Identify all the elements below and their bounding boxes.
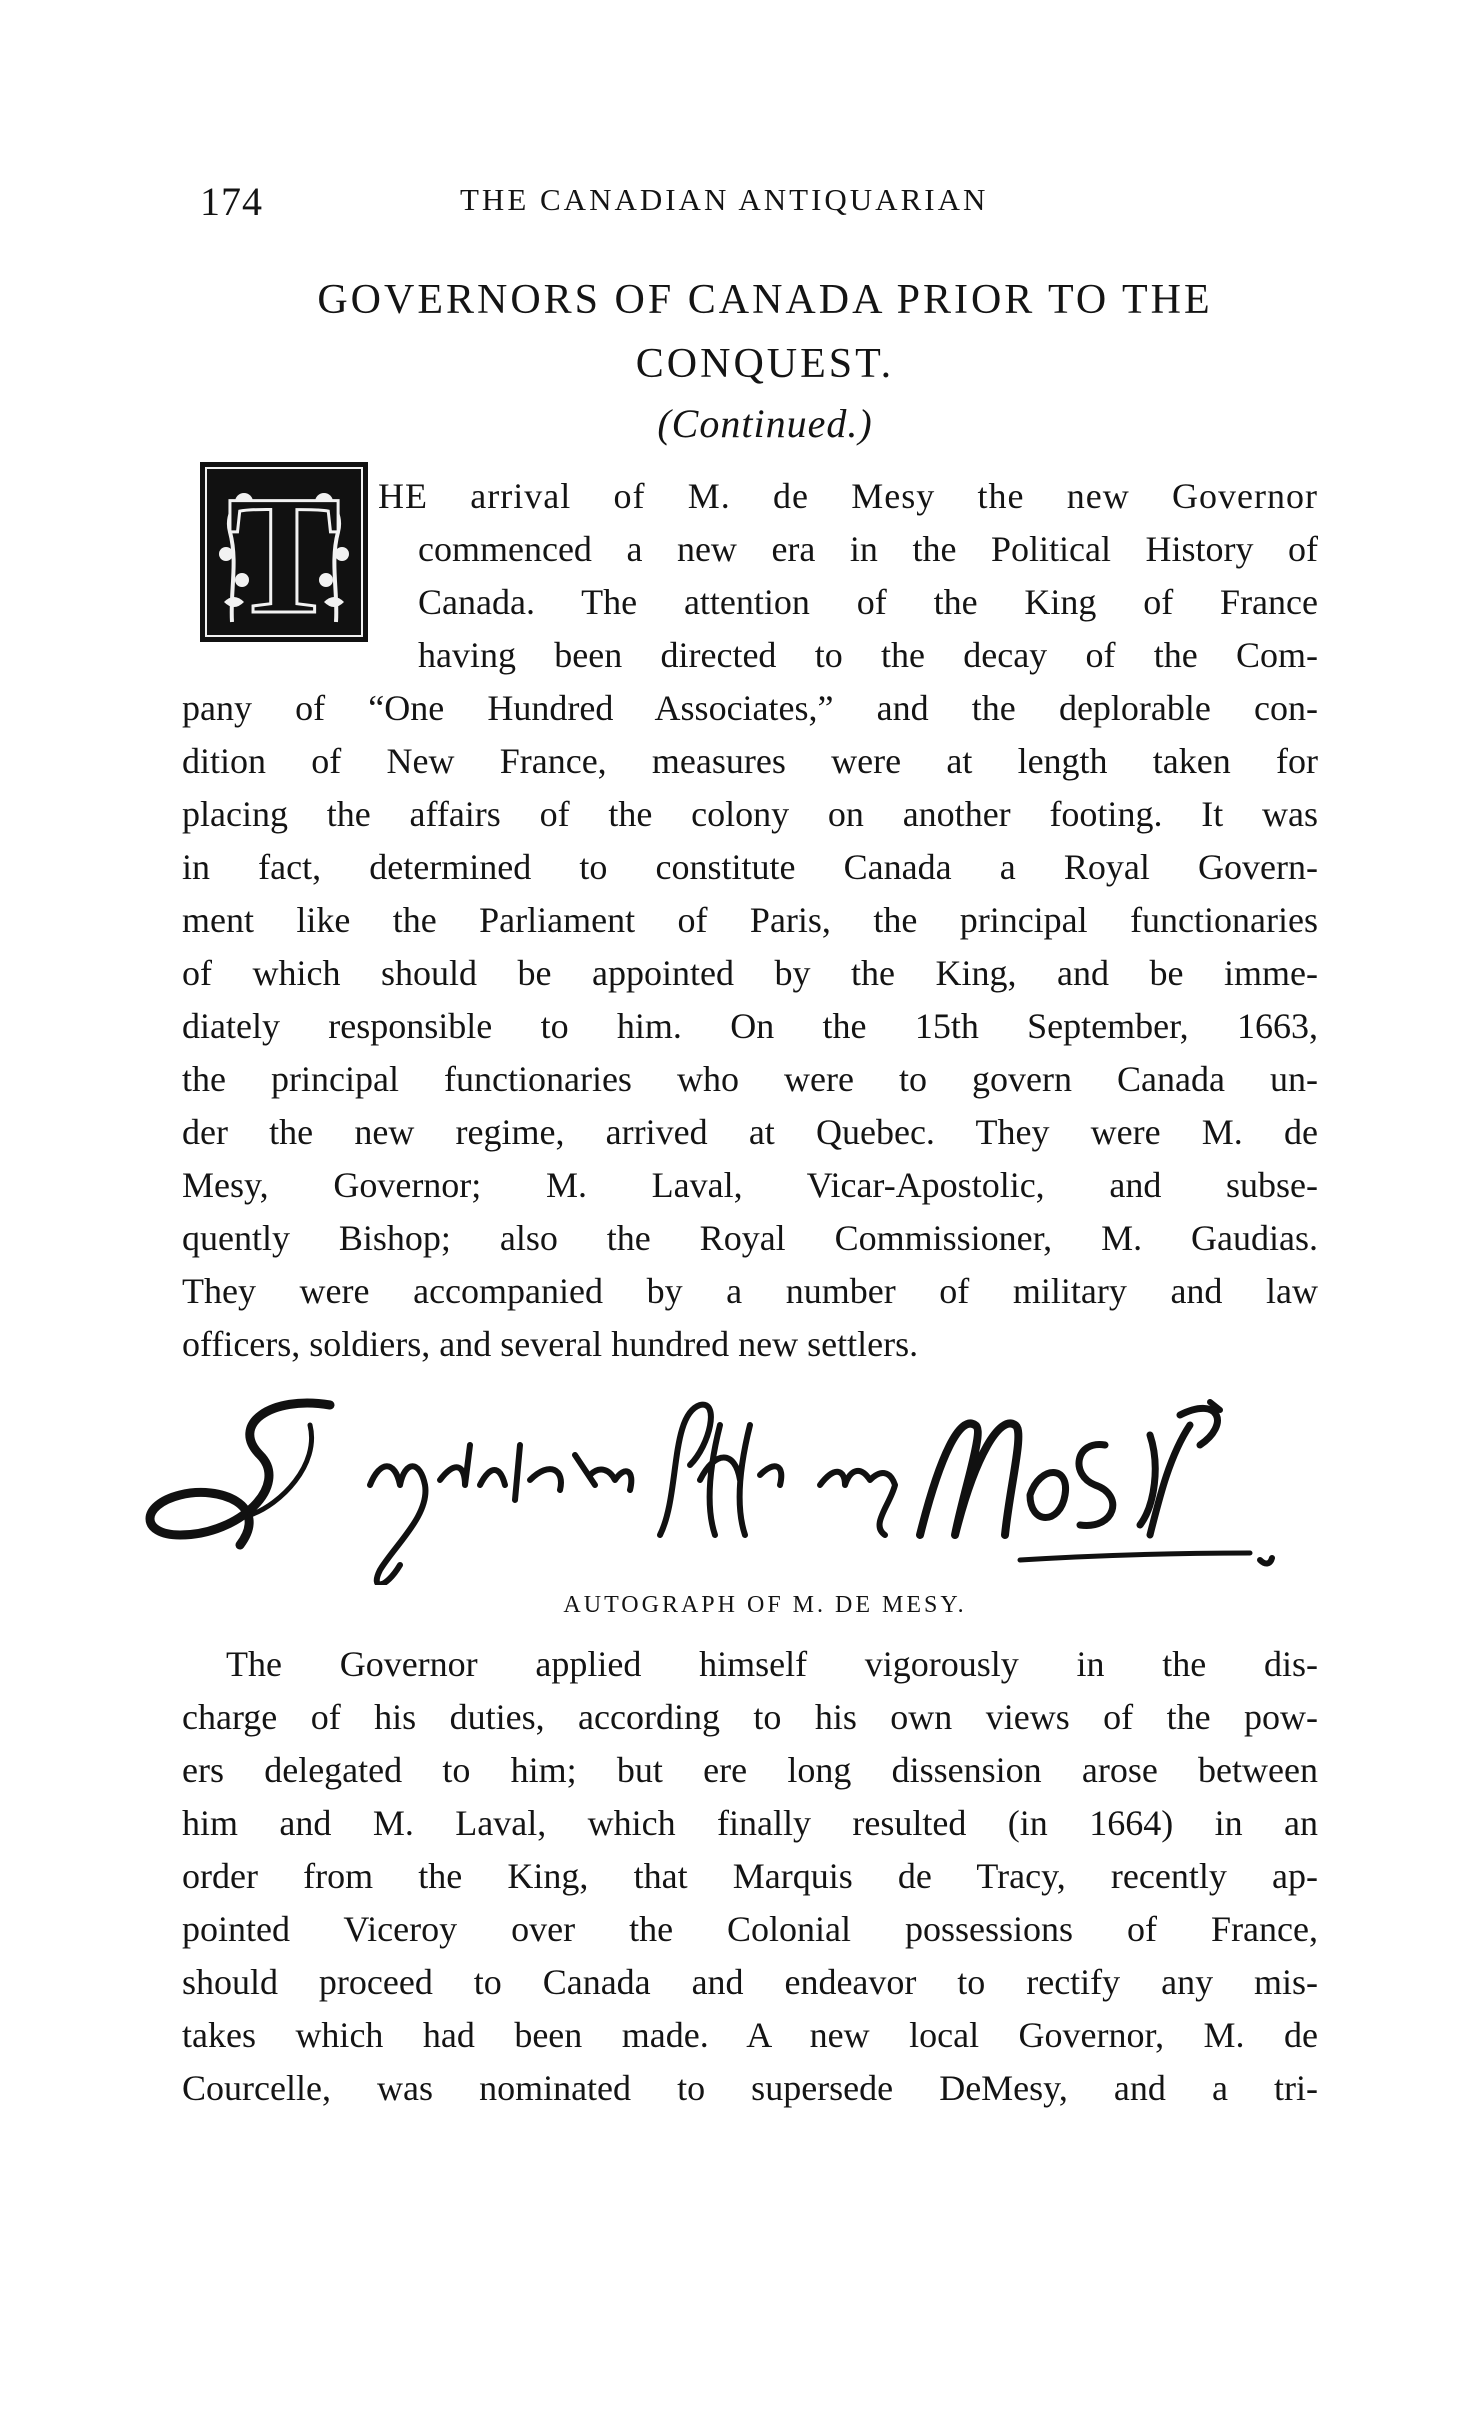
paragraph-line: him and M. Laval, which finally resulted (in 1664) in an	[182, 1803, 1318, 1843]
paragraph-line: The Governor applied himself vigorously in the dis-	[226, 1644, 1318, 1684]
paragraph-line: dition of New France, measures were at length taken for	[182, 741, 1318, 781]
paragraph-line: der the new regime, arrived at Quebec. They were M. de	[182, 1112, 1318, 1152]
paragraph-line: ers delegated to him; but ere long dissension arose between	[182, 1750, 1318, 1790]
paragraph-line: HE arrival of M. de Mesy the new Governor	[378, 476, 1318, 516]
article-title	[215, 268, 1315, 396]
paragraph-line: officers, soldiers, and several hundred new settlers.	[182, 1324, 919, 1364]
paragraph-line: in fact, determined to constitute Canada a Royal Govern-	[182, 847, 1318, 887]
journal-title: THE CANADIAN ANTIQUARIAN	[460, 182, 989, 217]
paragraph-line: diately responsible to him. On the 15th September, 1663,	[182, 1006, 1318, 1046]
paragraph-line: of which should be appointed by the King, and be imme-	[182, 953, 1318, 993]
page-number: 174	[200, 179, 263, 224]
paragraph-line: Mesy, Governor; M. Laval, Vicar-Apostolic, and subse-	[182, 1165, 1318, 1205]
paragraph-line: order from the King, that Marquis de Tracy, recently ap-	[182, 1856, 1318, 1896]
paragraph-line: the principal functionaries who were to govern Canada un-	[182, 1059, 1318, 1099]
drop-cap-ornament	[200, 462, 368, 642]
paragraph-line: takes which had been made. A new local Governor, M. de	[182, 2015, 1318, 2055]
autograph-signature	[120, 1385, 1370, 1585]
article-title-line-2: CONQUEST.	[635, 341, 895, 387]
paragraph-line: They were accompanied by a number of military and law	[182, 1271, 1318, 1311]
paragraph-line: should proceed to Canada and endeavor to rectify any mis-	[182, 1962, 1318, 2002]
floral-ornament-icon	[200, 462, 368, 642]
paragraph-line: ment like the Parliament of Paris, the principal functionaries	[182, 900, 1318, 940]
article-subtitle: (Continued.)	[657, 401, 873, 446]
paragraph-line: charge of his duties, according to his own views of the pow-	[182, 1697, 1318, 1737]
paragraph-line: pany of “One Hundred Associates,” and the deplorable con-	[182, 688, 1318, 728]
paragraph-line: having been directed to the decay of the Com-	[418, 635, 1318, 675]
paragraph-line: commenced a new era in the Political History of	[418, 529, 1318, 569]
paragraph-line: Courcelle, was nominated to supersede DeMesy, and a tri-	[182, 2068, 1318, 2108]
article-title-line-1: GOVERNORS OF CANADA PRIOR TO THE	[317, 277, 1213, 323]
paragraph-line: quently Bishop; also the Royal Commissioner, M. Gaudias.	[182, 1218, 1318, 1258]
drop-cap-letter: T	[227, 462, 341, 642]
paragraph-line: placing the affairs of the colony on another footing. It was	[182, 794, 1318, 834]
paragraph-line: pointed Viceroy over the Colonial possessions of France,	[182, 1909, 1318, 1949]
paragraph-line: Canada. The attention of the King of France	[418, 582, 1318, 622]
running-head	[200, 178, 1340, 224]
signature-caption: AUTOGRAPH OF M. DE MESY.	[563, 1592, 967, 1618]
